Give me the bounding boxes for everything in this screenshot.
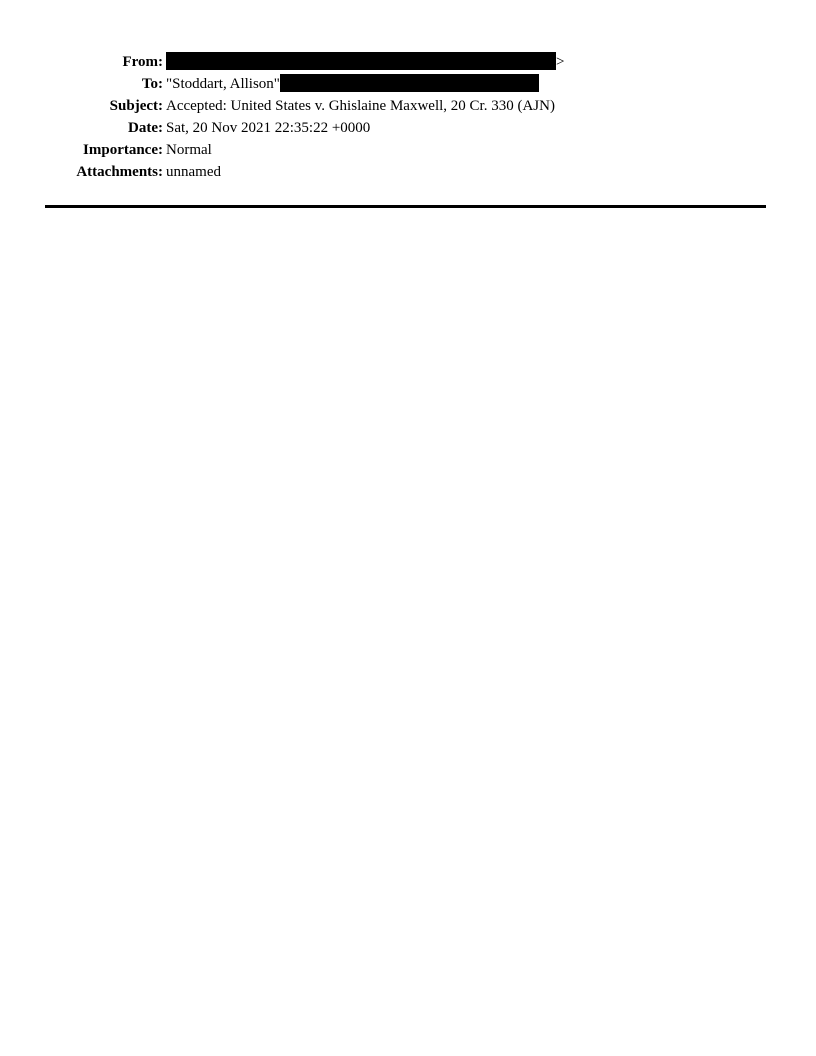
header-row-to — [40, 73, 785, 95]
to-value-text: "Stoddart, Allison" — [166, 76, 280, 92]
attachments-label: Attachments: — [76, 164, 163, 180]
header-row-attachments — [40, 161, 785, 183]
subject-value: Accepted: United States v. Ghislaine Maxwell, 20 Cr. 330 (AJN) — [166, 98, 555, 114]
attachments-value: unnamed — [166, 164, 221, 180]
header-row-from — [40, 51, 785, 73]
header-row-subject — [40, 95, 785, 117]
subject-label: Subject: — [109, 98, 163, 114]
importance-label: Importance: — [83, 142, 163, 158]
header-row-date — [40, 117, 785, 139]
to-value — [166, 73, 539, 95]
header-row-importance — [40, 139, 785, 161]
from-value — [166, 51, 564, 73]
horizontal-rule — [45, 205, 766, 208]
importance-value: Normal — [166, 142, 212, 158]
date-value: Sat, 20 Nov 2021 22:35:22 +0000 — [166, 120, 371, 136]
redaction-bar-to — [280, 74, 539, 92]
date-label: Date: — [128, 120, 163, 136]
to-label: To: — [141, 76, 163, 92]
from-label: From: — [122, 54, 163, 70]
redaction-bar-from — [166, 52, 556, 70]
from-suffix: > — [556, 54, 565, 70]
email-header — [40, 51, 785, 183]
